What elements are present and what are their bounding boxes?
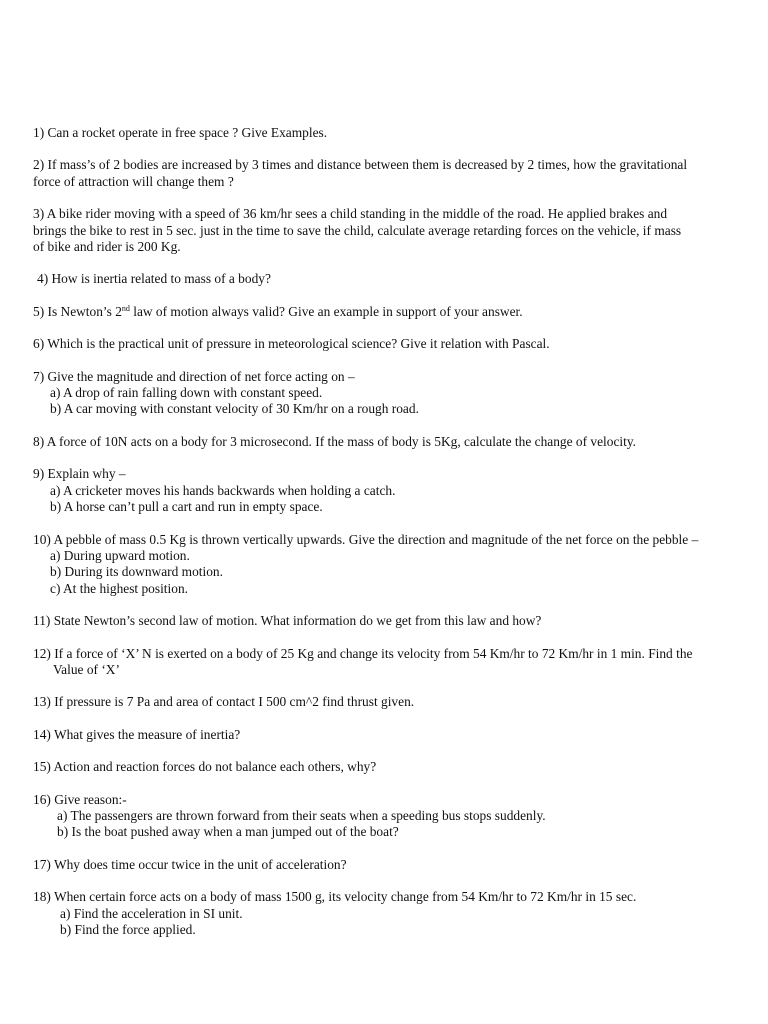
sub-question-a: a) A cricketer moves his hands backwards when holding a catch. <box>50 482 396 498</box>
sub-question-a: a) During upward motion. <box>50 547 190 563</box>
question-text-line-2: brings the bike to rest in 5 sec. just in the time to save the child, calculate average retarding forces on the vehicle, if mass <box>33 222 682 238</box>
sub-question-b: b) Is the boat pushed away when a man jumped out of the boat? <box>57 824 399 840</box>
question-9 <box>33 466 733 515</box>
sub-question-a: a) Find the acceleration in SI unit. <box>60 905 243 921</box>
question-text-line-1: 2) If mass’s of 2 bodies are increased by 3 times and distance between them is decreased by 2 times, how the gravitational <box>33 157 688 173</box>
question-text: 14) What gives the measure of inertia? <box>33 726 241 742</box>
question-text: 10) A pebble of mass 0.5 Kg is thrown vertically upwards. Give the direction and magnitude of the net force on the pebble – <box>33 531 699 547</box>
question-text: 9) Explain why – <box>33 466 126 482</box>
question-4 <box>33 271 733 287</box>
question-text: 7) Give the magnitude and direction of net force acting on – <box>33 368 355 384</box>
question-14 <box>33 727 733 743</box>
question-text-end: law of motion always valid? Give an example in support of your answer. <box>129 303 523 319</box>
question-3 <box>33 206 733 255</box>
sub-question-c: c) At the highest position. <box>50 580 188 596</box>
sub-question-b: b) A horse can’t pull a cart and run in empty space. <box>50 499 323 515</box>
question-text-line-2: force of attraction will change them ? <box>33 173 234 189</box>
question-text: 18) When certain force acts on a body of mass 1500 g, its velocity change from 54 Km/hr to 72 Km/hr in 15 sec. <box>33 889 637 905</box>
question-text: 17) Why does time occur twice in the unit of acceleration? <box>33 856 347 872</box>
question-11 <box>33 613 733 629</box>
question-10 <box>33 532 733 598</box>
question-sheet <box>33 125 733 954</box>
question-16 <box>33 792 733 841</box>
sub-question-b: b) During its downward motion. <box>50 564 223 580</box>
sub-question-b: b) A car moving with constant velocity of 30 Km/hr on a rough road. <box>50 401 419 417</box>
question-text: 13) If pressure is 7 Pa and area of contact I 500 cm^2 find thrust given. <box>33 694 415 710</box>
question-text: 8) A force of 10N acts on a body for 3 microsecond. If the mass of body is 5Kg, calculate the change of velocity. <box>33 433 637 449</box>
question-text-continuation: Value of ‘X’ <box>53 661 120 677</box>
question-7 <box>33 369 733 418</box>
question-12 <box>33 646 733 679</box>
question-text: 4) How is inertia related to mass of a body? <box>37 271 271 287</box>
question-text: 11) State Newton’s second law of motion. What information do we get from this law and how? <box>33 613 542 629</box>
question-text: 1) Can a rocket operate in free space ? Give Examples. <box>33 125 328 140</box>
question-text-line-3: of bike and rider is 200 Kg. <box>33 239 181 255</box>
question-text-line-1: 3) A bike rider moving with a speed of 36 km/hr sees a child standing in the middle of the road. He applied brakes and <box>33 206 668 222</box>
sub-question-a: a) A drop of rain falling down with constant speed. <box>50 385 323 401</box>
ordinal-superscript: nd <box>121 303 130 313</box>
sub-question-a: a) The passengers are thrown forward from their seats when a speeding bus stops suddenly. <box>57 807 546 823</box>
question-8 <box>33 434 733 450</box>
question-18 <box>33 889 733 938</box>
question-text-start: 5) Is Newton’s 2 <box>33 303 122 319</box>
question-text: 16) Give reason:- <box>33 791 127 807</box>
question-text <box>33 304 733 320</box>
question-2 <box>33 157 733 190</box>
question-6 <box>33 336 733 352</box>
question-13 <box>33 694 733 710</box>
question-15 <box>33 759 733 775</box>
question-5 <box>33 304 733 320</box>
question-text: 6) Which is the practical unit of pressure in meteorological science? Give it relation with Pascal. <box>33 336 550 352</box>
question-17 <box>33 857 733 873</box>
question-text: 12) If a force of ‘X’ N is exerted on a body of 25 Kg and change its velocity from 54 Km/hr to 72 Km/hr in 1 min. Find the <box>33 645 693 661</box>
question-text: 15) Action and reaction forces do not balance each others, why? <box>33 759 377 775</box>
sub-question-b: b) Find the force applied. <box>60 922 196 937</box>
question-1 <box>33 125 733 141</box>
